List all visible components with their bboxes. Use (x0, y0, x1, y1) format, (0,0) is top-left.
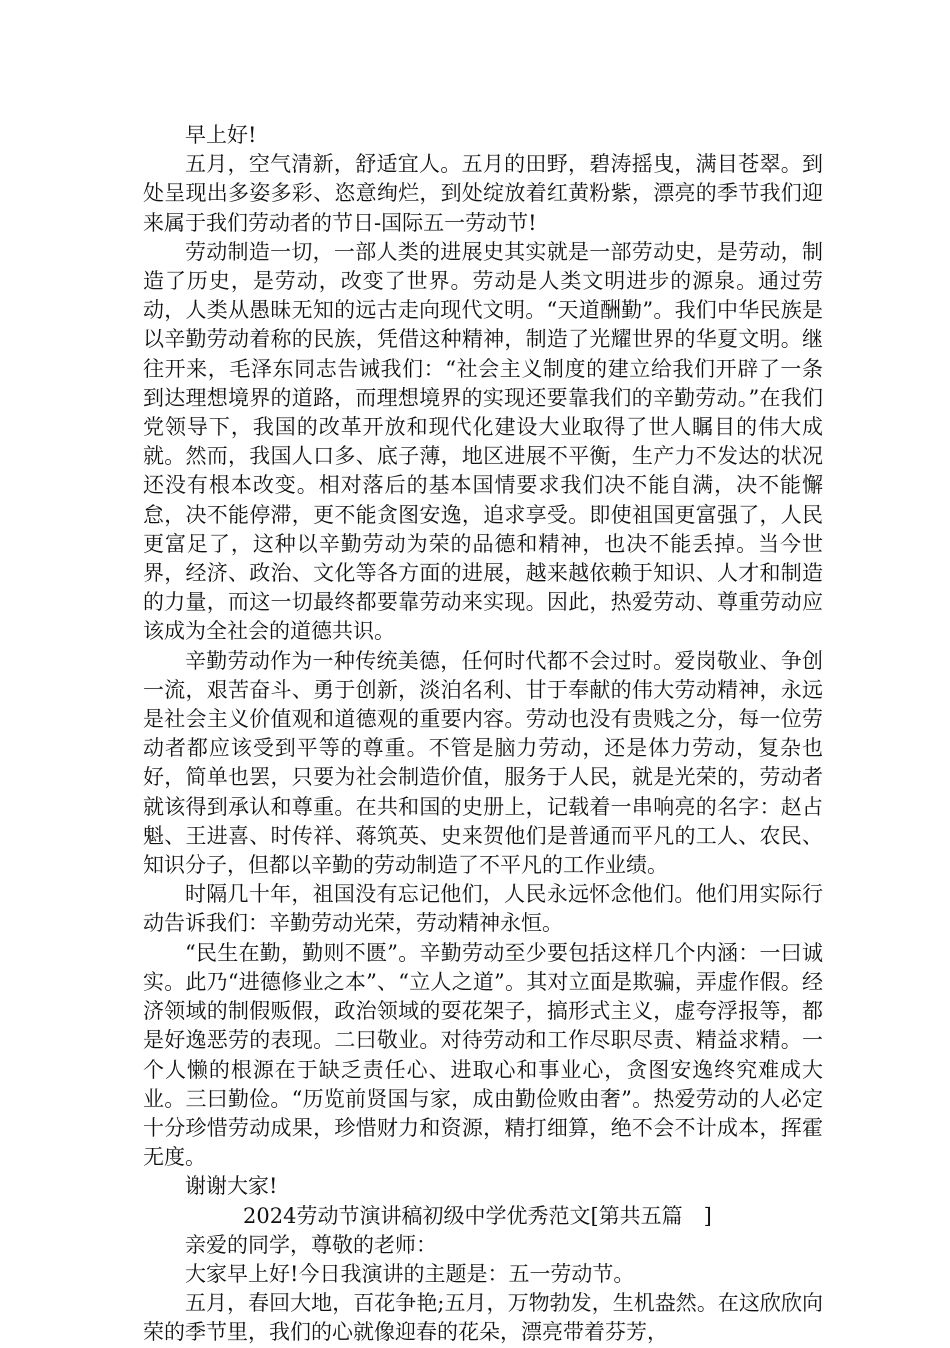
document-body (143, 121, 823, 1348)
section-title: 2024劳动节演讲稿初级中学优秀范文[第共五篇 ] (243, 1203, 712, 1228)
paragraph-may-season: 五月，空气清新，舒适宜人。五月的田野，碧涛摇曳，满目苍翠。到处呈现出多姿多彩、恣意绚烂，到处绽放着红黄粉紫，漂亮的季节我们迎来属于我们劳动者的节日-国际五一劳动节! (143, 152, 823, 235)
salutation: 亲爱的同学，尊敬的老师： (185, 1232, 437, 1257)
paragraph-diligence-virtue: 辛勤劳动作为一种传统美德，任何时代都不会过时。爱岗敬业、争创一流，艰苦奋斗、勇于创新，淡泊名利、甘于奉献的伟大劳动精神，永远是社会主义价值观和道德观的重要内容。劳动也没有贵贱之分，每一位劳动者都应该受到平等的尊重。不管是脑力劳动，还是体力劳动，复杂也好，简单也罢，只要为社会制造价值，服务于人民，就是光荣的，劳动者就该得到承认和尊重。在共和国的史册上，记载着一串响亮的名字：赵占魁、王进喜、时传祥、蒋筑英、史来贺他们是普通而平凡的工人、农民、知识分子，但都以辛勤的劳动制造了不平凡的工作业绩。 (143, 648, 823, 878)
opening-line: 大家早上好!今日我演讲的主题是：五一劳动节。 (185, 1261, 635, 1286)
paragraph-livelihood: “民生在勤，勤则不匮”。辛勤劳动至少要包括这样几个内涵：一曰诚实。此乃“进德修业之本”、“立人之道”。其对立面是欺骗，弄虚作假。经济领域的制假贩假，政治领域的耍花架子，搞形式主义，虚夸浮报等，都是好逸恶劳的表现。二曰敬业。对待劳动和工作尽职尽责、精益求精。一个人懒的根源在于缺乏责任心、进取心和事业心，贪图安逸终究难成大业。三曰勤俭。“历览前贤国与家，成由勤俭败由奢”。热爱劳动的人必定十分珍惜劳动成果，珍惜财力和资源，精打细算，绝不会不计成本，挥霍无度。 (143, 940, 823, 1170)
closing-thanks: 谢谢大家! (185, 1174, 278, 1199)
paragraph-decades-later: 时隔几十年，祖国没有忘记他们，人民永远怀念他们。他们用实际行动告诉我们：辛勤劳动光荣，劳动精神永恒。 (143, 882, 823, 936)
greeting-paragraph: 早上好! (185, 123, 257, 147)
paragraph-spring: 五月，春回大地，百花争艳;五月，万物勃发，生机盎然。在这欣欣向荣的季节里，我们的心就像迎春的花朵，漂亮带着芬芳， (143, 1291, 823, 1345)
paragraph-labor-creates: 劳动制造一切，一部人类的进展史其实就是一部劳动史，是劳动，制造了历史，是劳动，改变了世界。劳动是人类文明进步的源泉。通过劳动，人类从愚昧无知的远古走向现代文明。“天道酬勤”。我们中华民族是以辛勤劳动着称的民族，凭借这种精神，制造了光耀世界的华夏文明。继往开来，毛泽东同志告诫我们：“社会主义制度的建立给我们开辟了一条到达理想境界的道路，而理想境界的实现还要靠我们的辛勤劳动。”在我们党领导下，我国的改革开放和现代化建设大业取得了世人瞩目的伟大成就。然而，我国人口多、底子薄，地区进展不平衡，生产力不发达的状况还没有根本改变。相对落后的基本国情要求我们决不能自满，决不能懈怠，决不能停滞，更不能贪图安逸，追求享受。即使祖国更富强了，人民更富足了，这种以辛勤劳动为荣的品德和精神，也决不能丢掉。当今世界，经济、政治、文化等各方面的进展，越来越依赖于知识、人才和制造的力量，而这一切最终都要靠劳动来实现。因此，热爱劳动、尊重劳动应该成为全社会的道德共识。 (143, 239, 823, 644)
